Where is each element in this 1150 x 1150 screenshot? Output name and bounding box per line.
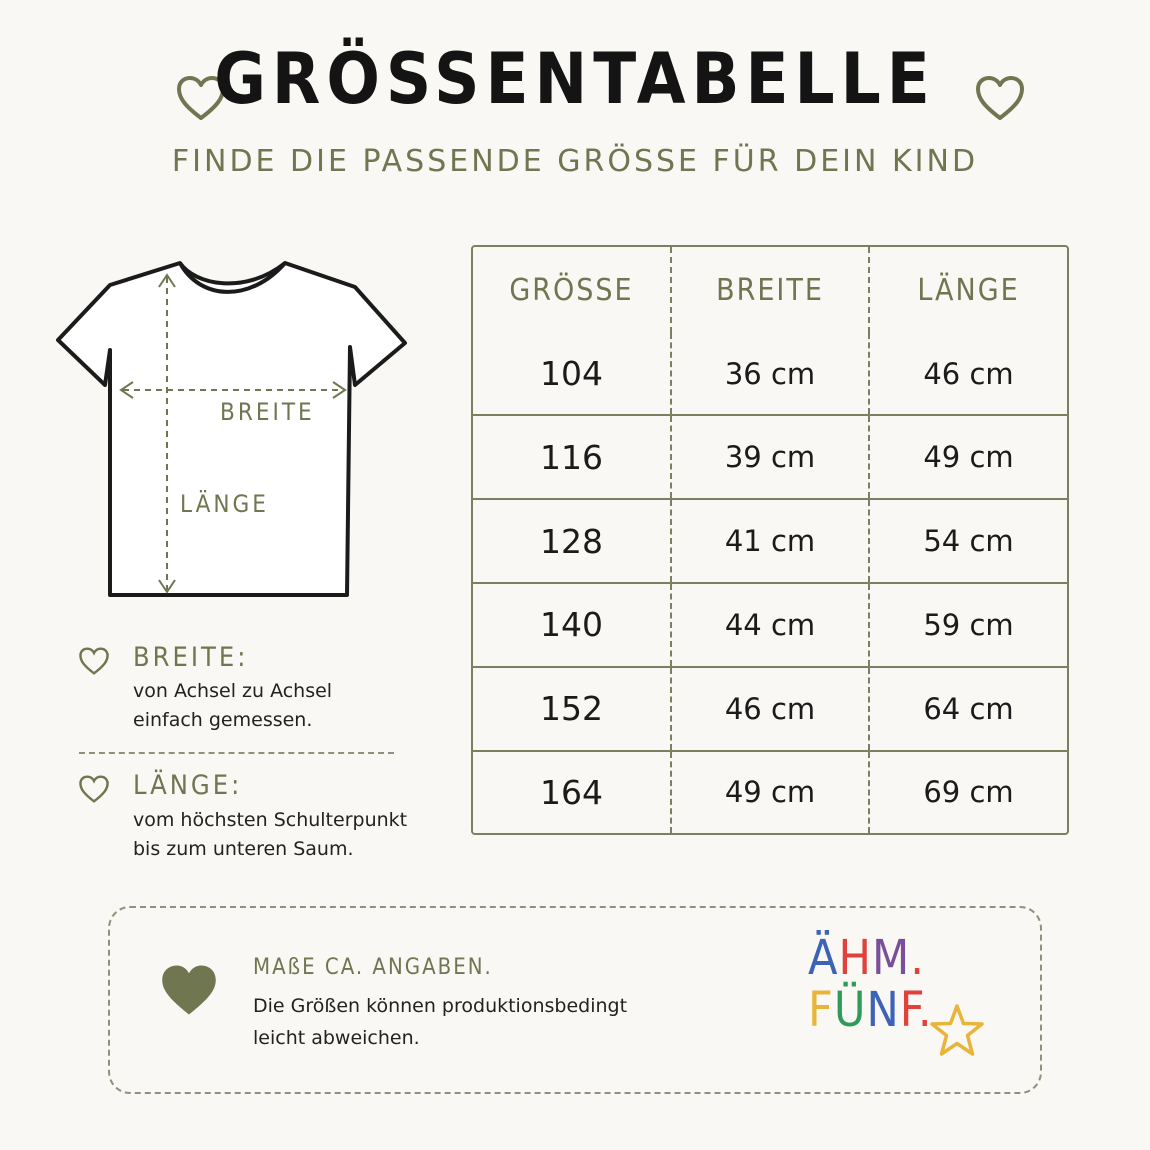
length-cell: 49 cm xyxy=(869,415,1067,499)
size-table xyxy=(471,245,1069,835)
legend-width-heading: BREITE: xyxy=(133,642,249,673)
heart-outline-icon xyxy=(974,74,1026,122)
column-header-size: GRÖSSE xyxy=(509,272,634,308)
page-subtitle: FINDE DIE PASSENDE GRÖSSE FÜR DEIN KIND xyxy=(171,144,979,179)
logo-letter: N xyxy=(866,982,900,1038)
diagram-length-label: LÄNGE xyxy=(180,490,269,518)
logo-letter: Ä xyxy=(808,930,839,986)
logo-letter: H xyxy=(838,930,873,986)
logo-line-1 xyxy=(808,932,933,984)
width-cell: 46 cm xyxy=(671,667,869,751)
legend-length-text: vom höchsten Schulterpunkt bis zum unteren Saum. xyxy=(133,809,408,860)
width-cell: 39 cm xyxy=(671,415,869,499)
heart-outline-icon xyxy=(78,774,110,804)
size-cell: 128 xyxy=(540,521,603,561)
star-icon xyxy=(928,1002,986,1060)
table-row xyxy=(473,333,1067,415)
table-row xyxy=(473,583,1067,667)
table-row xyxy=(473,499,1067,583)
size-cell: 164 xyxy=(540,772,603,812)
size-cell: 140 xyxy=(540,605,603,645)
logo-letter: Ü xyxy=(833,982,867,1038)
legend-divider xyxy=(79,752,394,754)
size-cell: 104 xyxy=(540,354,603,394)
legend-width-text: von Achsel zu Achsel einfach gemessen. xyxy=(133,680,333,731)
page-title: GRÖSSENTABELLE xyxy=(214,38,936,120)
legend-length-heading: LÄNGE: xyxy=(133,770,243,801)
width-cell: 41 cm xyxy=(671,499,869,583)
table-row xyxy=(473,667,1067,751)
brand-logo xyxy=(808,932,933,1036)
note-text: Die Größen können produktionsbedingt leicht abweichen. xyxy=(253,995,628,1049)
logo-letter: F xyxy=(808,982,834,1038)
size-cell: 116 xyxy=(540,437,603,477)
length-cell: 54 cm xyxy=(869,499,1067,583)
length-cell: 69 cm xyxy=(869,751,1067,833)
length-cell: 64 cm xyxy=(869,667,1067,751)
note-heading: MAßE CA. ANGABEN. xyxy=(253,955,493,980)
length-cell: 59 cm xyxy=(869,583,1067,667)
diagram-width-label: BREITE xyxy=(220,398,315,426)
column-header-length: LÄNGE xyxy=(869,247,1067,333)
logo-line-2 xyxy=(808,984,933,1036)
column-header-width: BREITE xyxy=(671,247,869,333)
size-cell: 152 xyxy=(540,689,603,729)
logo-letter: M xyxy=(872,930,911,986)
width-cell: 49 cm xyxy=(671,751,869,833)
heart-outline-icon xyxy=(78,646,110,676)
table-row xyxy=(473,415,1067,499)
tshirt-icon xyxy=(55,255,410,600)
table-row xyxy=(473,751,1067,833)
length-cell: 46 cm xyxy=(869,333,1067,415)
logo-letter: F xyxy=(899,982,918,1038)
table-header-row xyxy=(473,247,1067,333)
heart-filled-icon xyxy=(160,963,218,1017)
logo-letter: . xyxy=(910,930,925,986)
logo-letter: . xyxy=(917,982,933,1038)
width-cell: 36 cm xyxy=(671,333,869,415)
width-cell: 44 cm xyxy=(671,583,869,667)
